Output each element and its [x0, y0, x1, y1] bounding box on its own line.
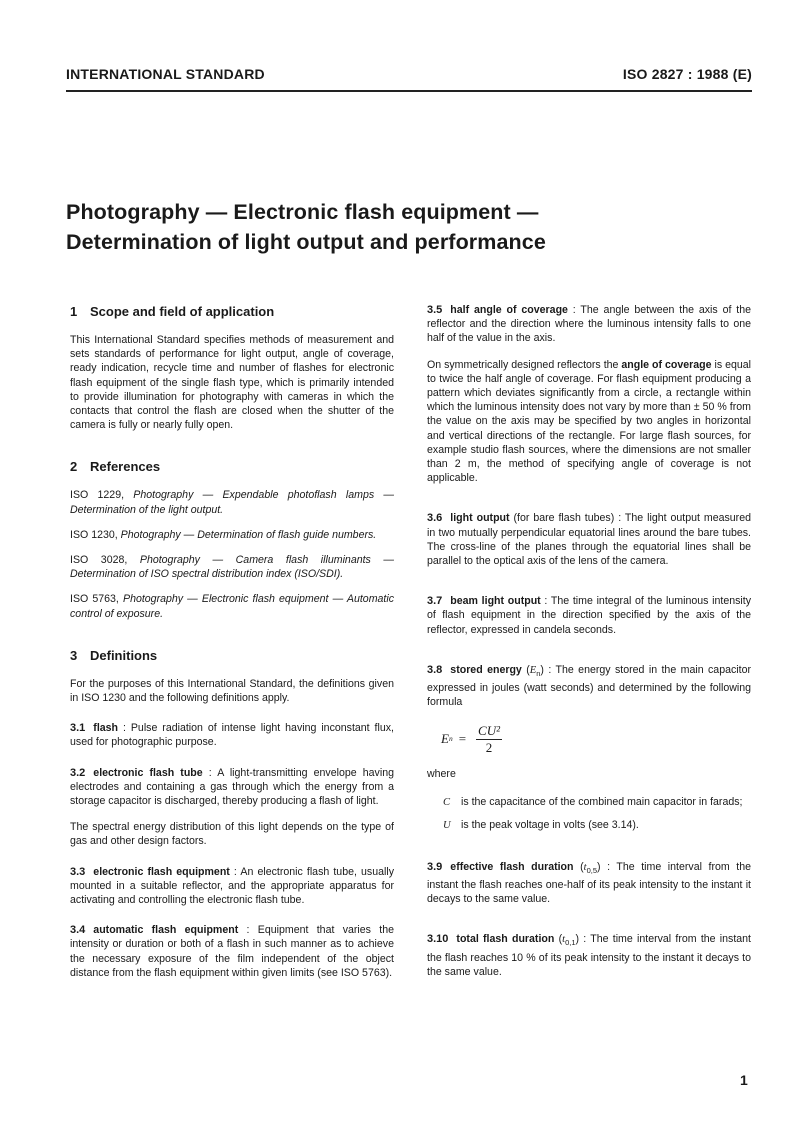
stored-energy-formula: E n = $\frac{\text{CU²}}{2}$ — [441, 722, 501, 755]
definition-3-2-note: The spectral energy distribution of this light depends on the type of gas and other design factors. — [70, 821, 394, 848]
reference-item: ISO 1230, Photography — Determination of flash guide numbers. — [70, 528, 377, 541]
formula-var-u: U is the peak voltage in volts (see 3.14). — [443, 819, 639, 832]
definition-3-9: 3.9 effective flash duration $(t_{0,5})$ : The time interval from the instant the flash reaches one-half of its peak intensity to the instant it decays to the same value. — [427, 860, 751, 906]
page-number: 1 — [740, 1072, 748, 1088]
section-1-heading: 1 Scope and field of application — [70, 304, 275, 319]
definition-3-8: 3.8 stored energy $(E_n)$ : The energy stored in the main capacitor expressed in joules (watt seconds) and determined by the following formula — [427, 663, 751, 709]
definition-3-10: 3.10 total flash duration $(t_{0,1})$ : The time interval from the instant the flash reaches 10 % of its peak intensity to the instant it decays to the same value. — [427, 933, 751, 978]
header-left: INTERNATIONAL STANDARD — [66, 66, 265, 82]
formula-fraction: $\frac{\text{CU²}}{2}$ — [478, 722, 501, 755]
definition-3-3: 3.3 electronic flash equipment : An electronic flash tube, usually mounted in a suitable reflector, and the appropriate apparatus for activating and controlling the electronic flash tube. — [70, 865, 394, 907]
definition-3-4: 3.4 automatic flash equipment : Equipment that varies the intensity or duration or both of a flash in such manner as to achieve the necessary exposure of the film independent of the object distance from the flash equipment within given limits (see ISO 5763). — [70, 924, 394, 979]
section-3-heading: 3 Definitions — [70, 647, 158, 663]
definition-3-5: 3.5 half angle of coverage : The angle between the axis of the reflector and the direction where the luminous intensity falls to one half of the value in the axis. — [427, 304, 751, 345]
document-title — [66, 197, 752, 257]
section-3-intro: For the purposes of this International Standard, the definitions given in ISO 1230 and the following definitions apply. — [70, 677, 394, 705]
reference-item: ISO 5763, Photography — Electronic flash equipment — Automatic control of exposure. — [70, 593, 395, 620]
title-line-2: Determination of light output and performance — [66, 230, 546, 254]
title-line-1: Photography — Electronic flash equipment — — [66, 200, 539, 224]
formula-where: where — [427, 767, 456, 780]
definition-3-6: 3.6 light output (for bare flash tubes) : The light output measured in two mutually perpendicular equatorial lines around the bare tubes. The cross-line of the planes through the equatorial lines shall be parallel to the optical axis of the lens of the camera. — [427, 512, 751, 568]
definition-3-7: 3.7 beam light output : The time integral of the luminous intensity of flash equipment in the direction specified by the axis of the reflector, expressed in candela seconds. — [427, 595, 751, 636]
header-rule — [66, 90, 752, 92]
reference-item: ISO 3028, Photography — Camera flash illuminants — Determination of ISO spectral distribution index (ISO/SDI). — [70, 554, 394, 581]
right-column — [427, 303, 751, 991]
left-column — [70, 303, 394, 992]
page-header — [66, 66, 752, 82]
section-2-heading: 2 References — [70, 459, 161, 475]
formula-var-c: C is the capacitance of the combined main capacitor in farads; — [443, 796, 743, 809]
definition-3-5-note: On symmetrically designed reflectors the angle of coverage is equal to twice the half angle of coverage. For flash equipment producing a pattern which deviates significantly from a circle, a rectangle within which the luminous intensity does not vary by more than ± 50 % from the value on the axis may be specified by two angles in horizontal and vertical directions of the rectangle. For large flash sources, for example studio flash sources, where the dimensions are not smaller than 2 m, the method of specifying angle of coverage is not applicable. — [427, 358, 752, 485]
reference-item: ISO 1229, Photography — Expendable photoflash lamps — Determination of the light output. — [70, 489, 394, 516]
definition-3-2: 3.2 electronic flash tube : A light-transmitting envelope having electrodes and containing a gas through which the energy from a storage capacitor is discharged, thereby producing a flash of light. — [70, 766, 394, 808]
section-1-text: This International Standard specifies methods of measurement and sets standards of performance for light output, angle of coverage, ready indication, recycle time and number of flashes for electronic flash equipment of the single flash type, which is primarily intended to provide illumination for photography with cameras in which the contacts that control the flash are closed when the shutter of the camera is fully or nearly fully open. — [70, 334, 394, 432]
definition-3-1: 3.1 flash : Pulse radiation of intense light having inconstant flux, used for photographic purpose. — [70, 722, 394, 749]
header-right: ISO 2827 : 1988 (E) — [622, 66, 752, 82]
